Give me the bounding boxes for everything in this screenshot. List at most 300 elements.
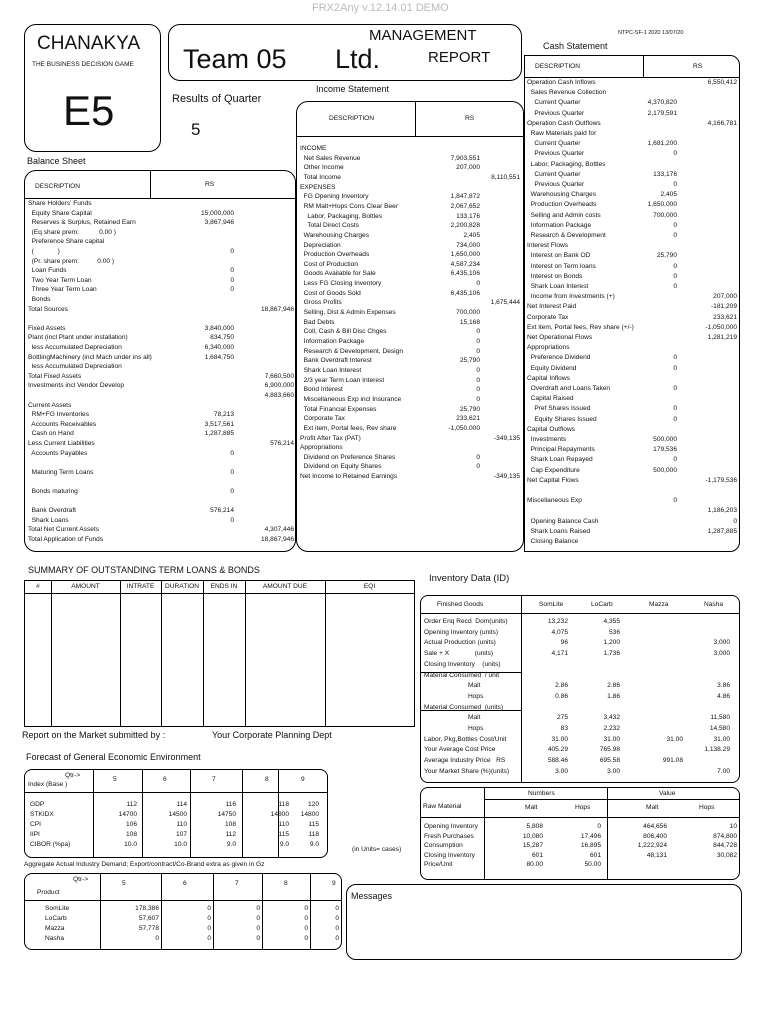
row-label: Interest Flows — [527, 242, 569, 250]
inventory-row-label: Hops — [424, 725, 484, 732]
forecast-value: 115 — [308, 821, 319, 828]
raw-row-label: Fresh Purchases — [424, 832, 474, 840]
row-value: 207,000 — [456, 164, 480, 172]
raw-material-label: Raw Material — [423, 803, 462, 810]
inventory-value: 83 — [560, 725, 568, 732]
row-label: Principal Repayments — [527, 446, 595, 454]
row-value: 700,000 — [456, 309, 480, 317]
row-value: 0 — [673, 364, 677, 372]
row-label: Coll, Cash & Bill Disc Chges — [300, 328, 387, 336]
row-label: Plant (incl Plant under installation) — [28, 334, 128, 342]
row-label: Accounts Payables — [28, 449, 88, 457]
raw-value: 30,082 — [716, 851, 737, 859]
forecast-row-label: STKIDX — [30, 811, 54, 818]
raw-value: 50.00 — [584, 861, 601, 868]
row-label: Ext item, Portal fees, Rev share (+/-) — [527, 323, 634, 331]
forecast-value: 107 — [175, 831, 187, 838]
row-value: 4,370,820 — [647, 99, 677, 107]
raw-col-header: Hops — [699, 804, 715, 811]
row-total: 1,287,885 — [707, 527, 737, 535]
inventory-value: 3.86 — [717, 682, 730, 690]
raw-value: 48,131 — [646, 851, 667, 859]
row-label: Current Assets — [28, 401, 72, 409]
row-label: Selling, Dist & Admin Expenses — [300, 309, 396, 317]
row-value: 0 — [230, 267, 234, 275]
row-label: Bonds maturing — [28, 488, 78, 495]
demand-value: 57,607 — [138, 915, 159, 922]
row-total: 576,214 — [270, 440, 294, 447]
income-statement — [296, 101, 524, 552]
row-label: Research & Development — [527, 232, 606, 239]
report-submitted-label: Report on the Market submitted by : — [22, 730, 166, 740]
inventory-value: 0.86 — [555, 692, 568, 700]
row-value: 2,405 — [463, 231, 480, 239]
row-label: Net Sales Revenue — [300, 154, 361, 162]
inventory-row-label: Material Consumed (units) — [424, 703, 504, 711]
game-code: E5 — [63, 87, 115, 134]
row-value: 0 — [476, 347, 480, 355]
inventory-value: 3.00 — [555, 767, 568, 775]
inventory-row-label: Hops — [424, 692, 484, 700]
forecast-value: 118 — [278, 801, 289, 808]
inventory-value: 31.00 — [551, 735, 568, 743]
cash-statement — [524, 55, 740, 552]
demand-value: 0 — [335, 915, 339, 922]
forecast-value: 14800 — [300, 811, 319, 818]
divider — [415, 102, 416, 136]
row-label: Labor, Packaging, Bottles — [300, 212, 383, 220]
row-value: 1,847,872 — [450, 193, 480, 201]
team-ltd: Ltd. — [335, 44, 381, 74]
inventory-table — [420, 595, 740, 783]
row-label: Interest on Bonds — [527, 272, 583, 280]
row-value: 6,435,106 — [450, 270, 480, 278]
inventory-value: 31.00 — [713, 735, 730, 743]
raw-value: 601 — [531, 851, 543, 859]
row-total: 233,621 — [713, 313, 737, 321]
row-label: Operation Cash Inflows — [527, 79, 596, 86]
results-label: Results of Quarter — [172, 93, 262, 105]
raw-value: 17,496 — [580, 832, 601, 840]
row-label: Preference Share capital — [28, 238, 105, 246]
demand-row-label: LoCarb — [45, 915, 67, 922]
loans-col-header: ENDS IN — [210, 583, 238, 590]
raw-value: 0 — [597, 823, 601, 830]
row-label: Accounts Receivables — [28, 420, 97, 428]
demand-title: Aggregate Actual Industry Demand; Export/contract/Co-Brand extra as given in Gz — [24, 861, 265, 868]
row-label: Production Overheads — [527, 201, 597, 209]
forecast-value: 10.0 — [124, 841, 137, 848]
row-value: 0 — [673, 181, 677, 188]
messages-box — [346, 884, 742, 960]
row-value: 2,179,591 — [647, 109, 677, 117]
quarter-header: 8 — [265, 776, 269, 783]
raw-value: 10,080 — [522, 832, 543, 840]
inventory-row-label: Average Industry Price RS — [424, 757, 506, 765]
divider — [203, 581, 204, 726]
inventory-value: 2,232 — [603, 725, 620, 732]
income-h-rs: RS — [465, 115, 475, 122]
row-label: Shark Loan Interest — [300, 366, 362, 374]
row-value: 0 — [230, 276, 234, 284]
row-value: 1,650,000 — [450, 251, 480, 259]
cash-h-desc: DESCRIPTION — [535, 63, 581, 70]
product-header: Mazza — [649, 601, 669, 608]
divider — [421, 817, 739, 818]
row-value: 500,000 — [653, 436, 677, 443]
row-label: Gross Profits — [300, 299, 342, 307]
row-label: Equity Shares Issued — [527, 415, 597, 423]
raw-row-label: Price/Unit — [424, 861, 453, 868]
row-total: 1,675,444 — [490, 299, 520, 307]
quarter-header: 6 — [163, 776, 167, 783]
row-label: FG Opening Inventory — [300, 193, 369, 201]
forecast-value: 14700 — [118, 811, 137, 818]
quarter-header: 7 — [212, 776, 216, 783]
row-total: 4,307,446 — [264, 526, 294, 534]
forecast-value: 14800 — [270, 811, 289, 818]
row-value: 3,867,946 — [204, 219, 234, 227]
inventory-value: 1.86 — [607, 692, 620, 700]
row-label: Pref Shares Issued — [527, 405, 591, 413]
inventory-value: 96 — [560, 639, 568, 647]
row-label: BottlingMachinery (incl Mach under ins all) — [28, 353, 152, 361]
divider — [25, 900, 341, 901]
row-value: 0 — [476, 463, 480, 471]
row-label: Previous Quarter — [527, 181, 585, 188]
row-value: 0 — [476, 453, 480, 461]
inventory-value: 4,355 — [603, 618, 620, 625]
row-value: 0 — [476, 366, 480, 374]
row-label: Total Fixed Assets — [28, 372, 82, 380]
row-value: 2,405 — [660, 191, 677, 199]
row-label: Bond Interest — [300, 386, 343, 394]
forecast-value: 110 — [176, 821, 187, 828]
inventory-row-label: Closing Inventory (units) — [424, 660, 501, 668]
row-value: 0 — [476, 376, 480, 384]
raw-col-header: Malt — [646, 804, 659, 811]
row-total: 4,883,660 — [264, 392, 294, 399]
inventory-row-label: Malt — [424, 682, 481, 690]
row-value: 0 — [230, 468, 234, 476]
demand-value: 0 — [335, 925, 339, 932]
forecast-value: 14750 — [217, 811, 236, 818]
row-label: Research & Development, Design — [300, 347, 403, 355]
brand-name: CHANAKYA — [37, 33, 141, 54]
raw-value: 1,222,924 — [637, 842, 667, 849]
demand-value: 0 — [207, 905, 211, 912]
row-value: 179,536 — [653, 446, 677, 454]
forecast-row-label: CPI — [30, 821, 41, 828]
row-label: Interest on Bank OD — [527, 252, 591, 260]
inventory-value: 31.00 — [666, 735, 683, 743]
row-label: Miscellaneous Exp incl Insurance — [300, 395, 402, 403]
row-label: Closing Balance — [527, 538, 579, 545]
demand-row-label: Nasha — [45, 935, 65, 942]
forecast-value: 120 — [307, 801, 319, 808]
inventory-value: 1,736 — [603, 650, 620, 658]
divider — [51, 581, 52, 726]
row-total: -349,135 — [493, 473, 520, 481]
row-value: 0 — [673, 262, 677, 270]
divider — [25, 593, 414, 594]
cash-h-rs: RS — [693, 63, 703, 70]
forecast-value: 112 — [225, 831, 236, 838]
row-label: Depreciation — [300, 241, 341, 249]
row-label: Dividend on Equity Shares — [300, 463, 382, 471]
loans-col-header: AMOUNT — [71, 583, 100, 590]
row-label: Net Operational Flows — [527, 334, 593, 341]
forecast-row-label: GDP — [30, 801, 45, 808]
forecast-value: 112 — [126, 801, 137, 808]
balance-h-desc: DESCRIPTION — [35, 183, 81, 190]
demand-value: 0 — [304, 915, 308, 922]
row-label: Production Overheads — [300, 251, 370, 259]
demand-value: 0 — [207, 915, 211, 922]
divider — [643, 56, 644, 77]
numbers-label: Numbers — [528, 790, 555, 797]
row-label: Bonds — [28, 296, 51, 303]
inventory-value: 536 — [608, 628, 620, 636]
forecast-value: 106 — [125, 821, 137, 828]
inventory-row-label: Malt — [424, 714, 481, 722]
row-label: less Accumulated Depreciation — [28, 363, 122, 371]
row-label: (Eq share prem: 0.00 ) — [28, 228, 116, 236]
row-label: Interest on Term loans — [527, 262, 596, 270]
raw-material-table — [420, 787, 740, 880]
demand-value: 178,386 — [135, 905, 159, 912]
row-value: 0 — [673, 415, 677, 423]
messages-title: Messages — [351, 891, 393, 901]
divider — [120, 581, 121, 726]
demand-value: 0 — [304, 925, 308, 932]
row-value: 25,790 — [459, 357, 480, 365]
row-label: Investments — [527, 436, 567, 443]
inventory-value: 3,000 — [713, 639, 730, 647]
balance-title: Balance Sheet — [27, 156, 86, 166]
forecast-value: 116 — [225, 801, 236, 808]
row-label: Corporate Tax — [300, 415, 345, 423]
forecast-value: 9.0 — [226, 841, 236, 848]
row-value: 0 — [230, 488, 234, 495]
row-label: Raw Materials paid for — [527, 130, 597, 137]
forecast-value: 108 — [125, 831, 137, 838]
row-label: Information Package — [300, 338, 365, 345]
row-label: Loan Funds — [28, 267, 67, 275]
raw-value: 601 — [589, 851, 601, 859]
forecast-table — [24, 769, 328, 858]
row-value: 0 — [230, 449, 234, 457]
row-value: 0 — [476, 338, 480, 345]
forecast-value: 108 — [224, 821, 236, 828]
row-value: 500,000 — [653, 466, 677, 474]
row-label: Information Package — [527, 221, 592, 229]
row-total: -349,135 — [493, 434, 520, 442]
row-value: 3,517,561 — [204, 420, 234, 428]
income-title: Income Statement — [316, 84, 390, 94]
row-label: Labor, Packaging, Bottles — [527, 160, 606, 168]
divider — [297, 136, 523, 137]
row-value: 0 — [476, 395, 480, 403]
product-label: Product — [37, 889, 60, 896]
inventory-value: 588.46 — [547, 757, 568, 765]
row-label: (Pr. share prem: 0.00 ) — [28, 257, 115, 265]
row-label: 2/3 year Term Loan Interest — [300, 376, 385, 384]
row-value: 133,176 — [456, 212, 480, 220]
row-label: Total Sources — [28, 305, 68, 313]
row-label: Current Quarter — [527, 170, 581, 178]
inventory-value: 3.00 — [607, 767, 620, 775]
inventory-row-label: Labor, Pkg,Bottles Cost/Unit — [424, 735, 507, 743]
raw-value: 15,287 — [522, 842, 543, 849]
product-header: LoCarb — [591, 601, 613, 608]
row-label: Preference Dividend — [527, 354, 591, 362]
row-label: Cost of Goods Sold — [300, 289, 361, 297]
inventory-row-label: Order Enq Recd Dom(units) — [424, 618, 508, 625]
row-label: Bank Overdraft — [28, 507, 77, 515]
row-value: -1,050,000 — [448, 424, 480, 432]
inventory-row-label: Your Market Share (%)(units) — [424, 767, 510, 775]
row-label: Warehousing Charges — [300, 231, 370, 239]
inventory-value: 11,580 — [710, 714, 730, 722]
row-total: 6,900,000 — [264, 382, 294, 390]
demand-value: 0 — [304, 935, 308, 942]
divider — [150, 171, 151, 198]
forecast-title: Forecast of General Economic Environment — [26, 752, 201, 762]
row-value: 0 — [476, 280, 480, 288]
quarter-header: 5 — [113, 776, 117, 783]
row-total: 8,110,551 — [491, 173, 520, 181]
row-value: 700,000 — [653, 211, 677, 219]
demand-row-label: SomLite — [45, 905, 70, 912]
row-label: Total Application of Funds — [28, 536, 104, 543]
divider — [325, 581, 326, 726]
demand-value: 0 — [256, 905, 260, 912]
raw-row-label: Opening Inventory — [424, 823, 478, 830]
row-value: 0 — [230, 516, 234, 524]
row-label: RM Malt+Hops Cons Clear Beer — [300, 202, 399, 210]
row-label: Appropriations — [527, 344, 570, 352]
loans-col-header: AMOUNT DUE — [262, 583, 308, 590]
row-label: Profit After Tax (PAT) — [300, 434, 361, 442]
row-total: 207,000 — [713, 293, 737, 301]
raw-value: 5,808 — [526, 823, 543, 830]
row-label: ( ) — [28, 248, 60, 255]
demand-value: 0 — [335, 935, 339, 942]
units-note: (in Units= cases) — [352, 846, 402, 853]
row-label: Total Net Current Assets — [28, 526, 100, 534]
row-value: 2,200,828 — [450, 222, 480, 230]
inventory-value: 1,200 — [603, 639, 620, 647]
mgmt-label: MANAGEMENT — [369, 27, 477, 44]
raw-value: 10 — [729, 823, 737, 830]
row-label: Income from Investments (+) — [527, 293, 615, 301]
raw-col-header: Malt — [525, 804, 538, 811]
loans-col-header: EQI — [363, 583, 376, 590]
report-label: REPORT — [428, 49, 491, 66]
row-value: 576,214 — [210, 507, 234, 515]
row-total: 6,550,412 — [707, 79, 737, 86]
row-total: 0 — [733, 517, 737, 525]
row-value: 0 — [673, 405, 677, 413]
raw-row-label: Consumption — [424, 842, 463, 849]
row-label: Two Year Term Loan — [28, 276, 92, 284]
row-value: 78,213 — [213, 411, 234, 419]
loans-col-header: DURATION — [165, 583, 199, 590]
loans-table — [24, 580, 415, 727]
raw-value: 16,895 — [580, 842, 601, 849]
forecast-row-label: IIPI — [30, 831, 40, 838]
raw-value: 874,800 — [713, 832, 737, 840]
inventory-row-label: Material Consumed / unit — [424, 671, 500, 679]
row-total: 4,166,781 — [707, 119, 737, 127]
inventory-row-label: Actual Production (units) — [424, 639, 496, 647]
forecast-value: 110 — [278, 821, 289, 828]
row-value: 0 — [476, 386, 480, 394]
row-label: Equity Share Capital — [28, 209, 92, 217]
inventory-value: 695.58 — [599, 757, 620, 765]
row-value: 7,903,551 — [450, 154, 480, 162]
row-label: Total Direct Costs — [300, 222, 359, 230]
loans-col-header: # — [36, 583, 40, 590]
row-total: 1,281,219 — [707, 334, 737, 341]
demand-value: 0 — [335, 905, 339, 912]
row-label: Shark Loans — [28, 516, 69, 524]
demand-value: 0 — [256, 935, 260, 942]
row-label: Shark Loans Raised — [527, 527, 591, 535]
row-label: Capital Raised — [527, 395, 574, 403]
row-value: 0 — [673, 232, 677, 239]
row-value: 0 — [673, 272, 677, 280]
row-total: -1,179,536 — [705, 476, 737, 484]
quarter-header: 9 — [301, 776, 305, 783]
row-value: 25,790 — [656, 252, 677, 260]
row-value: 6,340,000 — [204, 344, 234, 351]
value-label: Value — [659, 790, 676, 797]
row-value: 1,650,000 — [647, 201, 677, 209]
quarter-header: 8 — [284, 880, 288, 887]
row-value: 0 — [673, 150, 677, 158]
loans-title: SUMMARY OF OUTSTANDING TERM LOANS & BONDS — [28, 565, 260, 575]
row-total: 7,660,500 — [264, 372, 294, 380]
loans-col-header: INTRATE — [126, 583, 155, 590]
row-label: Less Current Liabilities — [28, 440, 95, 447]
row-value: 15,000,000 — [200, 209, 234, 217]
brand-box — [24, 24, 161, 152]
forecast-value: 9.0 — [309, 841, 319, 848]
row-total: -181,209 — [710, 303, 737, 311]
raw-value: 464,656 — [643, 823, 667, 830]
row-label: Capital Inflows — [527, 374, 570, 382]
inventory-value: 4,171 — [551, 650, 568, 658]
demo-watermark: FRX2Any v.12.14.01 DEMO — [312, 2, 449, 14]
inventory-value: 13,232 — [547, 618, 568, 625]
row-label: Three Year Term Loan — [28, 286, 97, 294]
demand-value: 0 — [256, 915, 260, 922]
row-label: Less FG Closing Inventory — [300, 280, 382, 288]
row-total: -1,050,000 — [705, 323, 737, 331]
row-label: Fixed Assets — [28, 324, 66, 332]
row-label: Other Income — [300, 164, 344, 172]
cash-title: Cash Statement — [543, 41, 608, 51]
demand-table — [24, 873, 342, 950]
row-total: 1,186,203 — [707, 507, 737, 515]
inventory-title: Inventory Data (ID) — [429, 573, 510, 584]
row-value: 133,176 — [653, 170, 677, 178]
quarter-header: 7 — [235, 880, 239, 887]
row-value: 0 — [673, 283, 677, 290]
row-label: Goods Available for Sale — [300, 270, 376, 278]
